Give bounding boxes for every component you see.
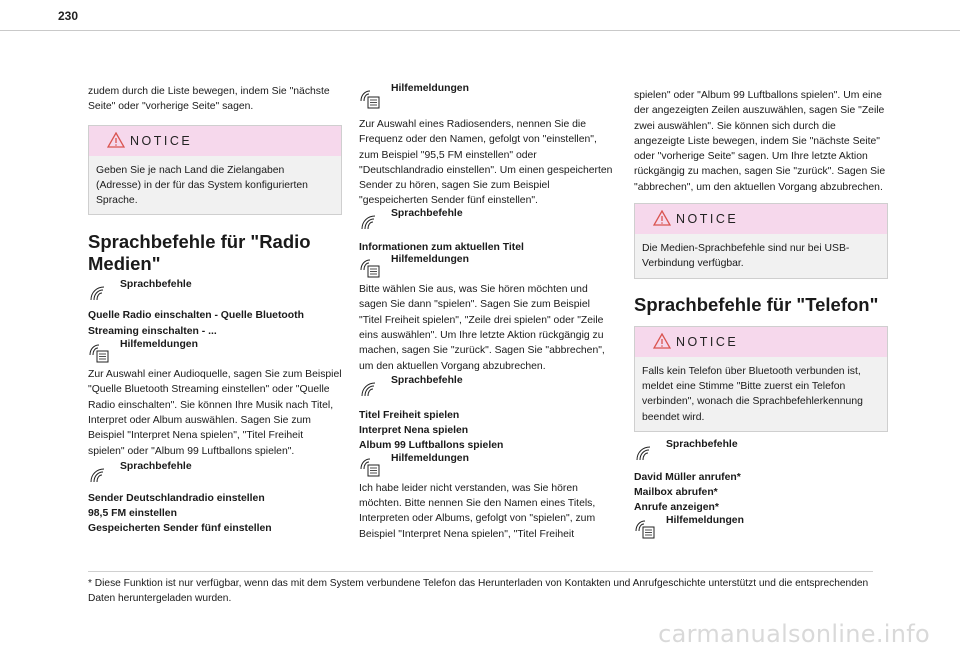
notice-header bbox=[89, 126, 341, 156]
footnote-divider bbox=[88, 571, 873, 572]
intro-text: zudem durch die Liste bewegen, indem Sie "nächste Seite" oder "vorherige Seite" sagen. bbox=[88, 86, 330, 113]
voice-command-label: Sprachbefehle bbox=[120, 460, 192, 472]
section-heading: Sprachbefehle für "Radio Medien" bbox=[88, 231, 311, 275]
notice-text: Falls kein Telefon über Bluetooth verbunden ist, meldet eine Stimme "Bitte zuerst ein Telefon verbinden", wonach die Sprachbefehlerkennung beendet wird. bbox=[642, 365, 863, 423]
voice-command-label: Sprachbefehle bbox=[666, 438, 738, 450]
help-message-label: Hilfemeldungen bbox=[391, 83, 469, 94]
notice-box bbox=[88, 125, 342, 216]
notice-text: Geben Sie je nach Land die Zielangaben (Adresse) in der für das System konfigurierten Sprache. bbox=[96, 164, 308, 207]
footnote: * Diese Funktion ist nur verfügbar, wenn das mit dem System verbundene Telefon das Herunterladen von Kontakten und Anrufgeschichte unterstützt und die entsprechenden Daten heruntergeladen wurden. bbox=[88, 578, 869, 604]
warning-triangle-icon bbox=[653, 210, 671, 226]
help-message-icon bbox=[359, 258, 381, 278]
help-message-label: Hilfemeldungen bbox=[666, 514, 744, 526]
notice-box bbox=[634, 326, 888, 432]
help-message-row bbox=[359, 255, 613, 282]
command-text: Interpret Nena spielen bbox=[359, 425, 469, 437]
notice-title: NOTICE bbox=[676, 334, 739, 349]
voice-command-icon bbox=[359, 379, 381, 399]
warning-triangle-icon bbox=[653, 333, 671, 349]
voice-command-row bbox=[88, 280, 342, 307]
command-text: Gespeicherten Sender fünf einstellen bbox=[88, 523, 272, 535]
voice-command-label: Sprachbefehle bbox=[391, 374, 463, 386]
help-message-label: Hilfemeldungen bbox=[391, 254, 469, 266]
voice-command-icon bbox=[88, 465, 110, 485]
notice-text: Die Medien-Sprachbefehle sind nur bei USB-Verbindung verfügbar. bbox=[642, 243, 850, 270]
column-1 bbox=[88, 84, 342, 537]
column-2 bbox=[359, 84, 613, 542]
help-text: Zur Auswahl eines Radiosenders, nennen Sie die Frequenz oder den Namen, gefolgt von "einstellen", zum Beispiel "95,5 FM einstellen" oder "Deutschlandradio einstellen". Um einen gespeicherten Sender zu hören, sagen Sie zum Beispiel "gespeicherten Sender fünf einstellen". bbox=[359, 119, 613, 207]
top-divider bbox=[0, 30, 960, 31]
command-text: Album 99 Luftballons spielen bbox=[359, 440, 504, 452]
column-3 bbox=[634, 88, 888, 543]
voice-command-label: Sprachbefehle bbox=[391, 207, 463, 219]
page-number: 230 bbox=[58, 9, 79, 23]
voice-command-label: Sprachbefehle bbox=[120, 279, 192, 291]
watermark: carmanualsonline.info bbox=[658, 620, 930, 648]
voice-command-icon bbox=[88, 283, 110, 303]
help-message-icon bbox=[634, 519, 656, 539]
notice-title: NOTICE bbox=[130, 133, 193, 148]
notice-box bbox=[634, 203, 888, 279]
voice-command-row bbox=[359, 209, 613, 236]
warning-triangle-icon bbox=[107, 132, 125, 148]
voice-command-row bbox=[88, 462, 342, 489]
help-message-icon bbox=[359, 89, 381, 109]
notice-header bbox=[635, 204, 887, 234]
voice-command-icon bbox=[634, 443, 656, 463]
command-text: Informationen zum aktuellen Titel bbox=[359, 241, 524, 253]
help-message-row bbox=[634, 516, 888, 543]
help-message-icon bbox=[359, 457, 381, 477]
intro-text: spielen" oder "Album 99 Luftballons spielen". Um eine der angezeigten Zeilen auszuwählen, sagen Sie "Zeile zwei auswählen". Sie können sich durch die angezeigte Liste bewegen, indem Sie "nächste Seite" oder "vorherige Seite" sagen. Um Ihre letzte Aktion rückgängig zu machen, sagen Sie "zurück". Sagen Sie "abbrechen", um den aktuellen Vorgang abzubrechen. bbox=[634, 90, 886, 193]
help-message-icon bbox=[88, 343, 110, 363]
command-text: Mailbox abrufen* bbox=[634, 487, 718, 499]
voice-command-row bbox=[359, 376, 613, 403]
voice-command-icon bbox=[359, 212, 381, 232]
command-text: 98,5 FM einstellen bbox=[88, 508, 177, 520]
help-text: Bitte wählen Sie aus, was Sie hören möchten und sagen Sie dann "spielen". Sagen Sie zum Beispiel "Titel Freiheit spielen", "Zeile drei spielen" oder "Zeile eins auswählen". Um Ihre letzte Aktion rückgängig zu machen, sagen Sie "zurück". Sagen Sie "abbrechen", um den aktuellen Vorgang abzubrechen. bbox=[359, 284, 605, 372]
help-message-row bbox=[88, 340, 342, 367]
help-text: Ich habe leider nicht verstanden, was Sie hören möchten. Bitte nennen Sie den Namen eines Titels, Interpreten oder Albums, gefolgt von "spielen", zum Beispiel "Interpret Nena spielen", "Titel Freiheit bbox=[359, 482, 596, 540]
command-text: Sender Deutschlandradio einstellen bbox=[88, 492, 265, 504]
command-text: Titel Freiheit spielen bbox=[359, 409, 460, 421]
help-message-label: Hilfemeldungen bbox=[120, 339, 198, 351]
section-heading: Sprachbefehle für "Telefon" bbox=[634, 293, 879, 315]
voice-command-row bbox=[634, 440, 888, 467]
notice-header bbox=[635, 327, 887, 357]
command-text: Anrufe anzeigen* bbox=[634, 502, 719, 514]
help-text: Zur Auswahl einer Audioquelle, sagen Sie zum Beispiel "Quelle Bluetooth Streaming einstellen" oder "Quelle Radio einschalten". Sie können Ihre Musik nach Titel, Interpret oder Album auswählen. Sagen Sie zum Beispiel "Interpret Nena spielen", "Titel Freiheit spielen" oder "Album 99 Luftballons spielen". bbox=[88, 369, 342, 457]
command-text: David Müller anrufen* bbox=[634, 471, 741, 483]
notice-title: NOTICE bbox=[676, 212, 739, 227]
help-message-row bbox=[359, 84, 613, 111]
command-text: Quelle Radio einschalten - Quelle Bluetooth Streaming einschalten - ... bbox=[88, 310, 304, 337]
help-message-label: Hilfemeldungen bbox=[391, 452, 469, 464]
help-message-row bbox=[359, 454, 613, 481]
